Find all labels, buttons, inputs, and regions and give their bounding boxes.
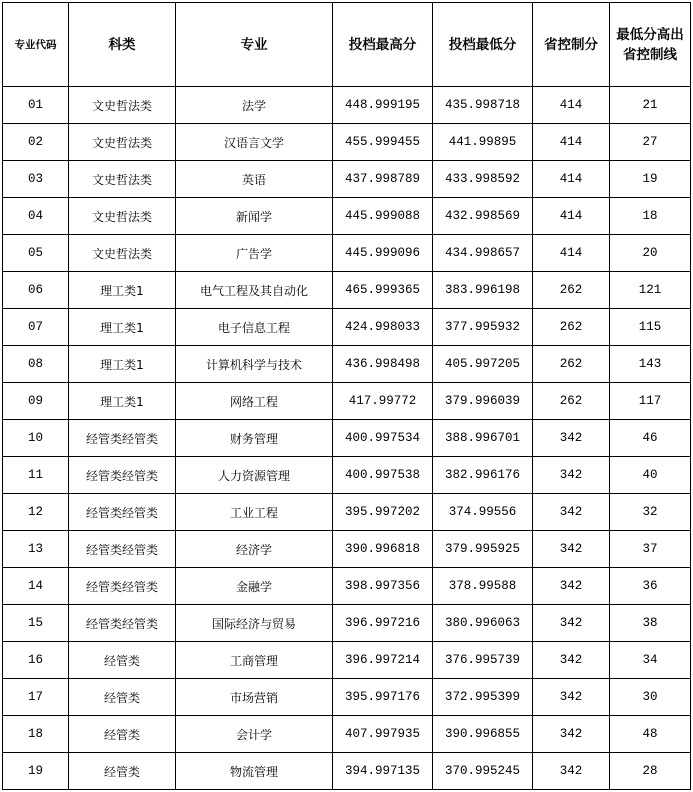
header-row [3, 3, 691, 87]
cell-max-score: 400.997538 [333, 457, 433, 494]
cell-category: 文史哲法类 [69, 124, 176, 161]
cell-above-line: 19 [610, 161, 691, 198]
header-above-line: 最低分高出省控制线 [610, 3, 691, 87]
cell-provincial-line: 342 [533, 605, 610, 642]
cell-min-score: 374.99556 [433, 494, 533, 531]
cell-max-score: 437.998789 [333, 161, 433, 198]
cell-category: 文史哲法类 [69, 198, 176, 235]
cell-above-line: 27 [610, 124, 691, 161]
cell-above-line: 28 [610, 753, 691, 790]
cell-max-score: 395.997202 [333, 494, 433, 531]
cell-major: 网络工程 [176, 383, 333, 420]
table-row [3, 642, 691, 679]
cell-major-code: 16 [3, 642, 69, 679]
cell-provincial-line: 342 [533, 494, 610, 531]
cell-min-score: 435.998718 [433, 87, 533, 124]
cell-category: 理工类1 [69, 383, 176, 420]
cell-major-code: 05 [3, 235, 69, 272]
cell-min-score: 433.998592 [433, 161, 533, 198]
cell-major: 会计学 [176, 716, 333, 753]
cell-major: 电气工程及其自动化 [176, 272, 333, 309]
cell-category: 文史哲法类 [69, 87, 176, 124]
cell-major: 新闻学 [176, 198, 333, 235]
table-row [3, 753, 691, 790]
cell-major-code: 06 [3, 272, 69, 309]
cell-category: 理工类1 [69, 346, 176, 383]
cell-above-line: 36 [610, 568, 691, 605]
cell-major-code: 11 [3, 457, 69, 494]
cell-category: 经管类经管类 [69, 457, 176, 494]
cell-major: 法学 [176, 87, 333, 124]
cell-above-line: 21 [610, 87, 691, 124]
table-row [3, 716, 691, 753]
cell-max-score: 395.997176 [333, 679, 433, 716]
cell-category: 经管类 [69, 716, 176, 753]
table-row [3, 346, 691, 383]
cell-above-line: 20 [610, 235, 691, 272]
cell-above-line: 34 [610, 642, 691, 679]
cell-min-score: 377.995932 [433, 309, 533, 346]
cell-major: 市场营销 [176, 679, 333, 716]
table-row [3, 605, 691, 642]
cell-max-score: 417.99772 [333, 383, 433, 420]
cell-provincial-line: 342 [533, 679, 610, 716]
cell-major-code: 12 [3, 494, 69, 531]
cell-major-code: 07 [3, 309, 69, 346]
table-row [3, 420, 691, 457]
cell-provincial-line: 342 [533, 420, 610, 457]
cell-major: 国际经济与贸易 [176, 605, 333, 642]
cell-major: 电子信息工程 [176, 309, 333, 346]
header-major-code: 专业代码 [3, 3, 69, 87]
cell-max-score: 400.997534 [333, 420, 433, 457]
cell-major-code: 10 [3, 420, 69, 457]
cell-provincial-line: 342 [533, 716, 610, 753]
cell-provincial-line: 414 [533, 198, 610, 235]
cell-major: 工商管理 [176, 642, 333, 679]
cell-major-code: 15 [3, 605, 69, 642]
cell-max-score: 396.997214 [333, 642, 433, 679]
cell-min-score: 390.996855 [433, 716, 533, 753]
cell-major: 英语 [176, 161, 333, 198]
cell-above-line: 143 [610, 346, 691, 383]
cell-provincial-line: 414 [533, 161, 610, 198]
cell-major-code: 08 [3, 346, 69, 383]
cell-major: 财务管理 [176, 420, 333, 457]
cell-major: 物流管理 [176, 753, 333, 790]
table-row [3, 679, 691, 716]
cell-max-score: 445.999096 [333, 235, 433, 272]
cell-above-line: 38 [610, 605, 691, 642]
cell-provincial-line: 262 [533, 346, 610, 383]
cell-min-score: 370.995245 [433, 753, 533, 790]
header-major: 专业 [176, 3, 333, 87]
cell-above-line: 37 [610, 531, 691, 568]
cell-major-code: 19 [3, 753, 69, 790]
cell-above-line: 30 [610, 679, 691, 716]
cell-provincial-line: 414 [533, 124, 610, 161]
cell-major-code: 01 [3, 87, 69, 124]
cell-major-code: 17 [3, 679, 69, 716]
table-row [3, 309, 691, 346]
table-row [3, 198, 691, 235]
cell-above-line: 40 [610, 457, 691, 494]
cell-provincial-line: 262 [533, 383, 610, 420]
cell-min-score: 372.995399 [433, 679, 533, 716]
cell-major: 工业工程 [176, 494, 333, 531]
table-row [3, 531, 691, 568]
cell-provincial-line: 342 [533, 753, 610, 790]
table-body [3, 87, 691, 790]
cell-min-score: 379.996039 [433, 383, 533, 420]
cell-above-line: 117 [610, 383, 691, 420]
cell-min-score: 405.997205 [433, 346, 533, 383]
cell-major-code: 18 [3, 716, 69, 753]
cell-max-score: 448.999195 [333, 87, 433, 124]
cell-provincial-line: 342 [533, 457, 610, 494]
cell-min-score: 383.996198 [433, 272, 533, 309]
cell-provincial-line: 342 [533, 531, 610, 568]
cell-major-code: 09 [3, 383, 69, 420]
cell-above-line: 18 [610, 198, 691, 235]
cell-category: 经管类 [69, 642, 176, 679]
table-row [3, 568, 691, 605]
cell-min-score: 378.99588 [433, 568, 533, 605]
cell-above-line: 121 [610, 272, 691, 309]
cell-max-score: 455.999455 [333, 124, 433, 161]
cell-provincial-line: 262 [533, 272, 610, 309]
cell-provincial-line: 414 [533, 87, 610, 124]
cell-above-line: 46 [610, 420, 691, 457]
table-row [3, 383, 691, 420]
cell-category: 经管类经管类 [69, 494, 176, 531]
cell-min-score: 441.99895 [433, 124, 533, 161]
table-row [3, 272, 691, 309]
cell-min-score: 380.996063 [433, 605, 533, 642]
cell-min-score: 379.995925 [433, 531, 533, 568]
cell-major-code: 13 [3, 531, 69, 568]
cell-above-line: 115 [610, 309, 691, 346]
cell-major: 金融学 [176, 568, 333, 605]
admission-scores-table [2, 2, 691, 790]
cell-major: 广告学 [176, 235, 333, 272]
cell-min-score: 388.996701 [433, 420, 533, 457]
cell-category: 理工类1 [69, 309, 176, 346]
cell-major-code: 02 [3, 124, 69, 161]
cell-category: 经管类经管类 [69, 420, 176, 457]
cell-max-score: 407.997935 [333, 716, 433, 753]
table-row [3, 161, 691, 198]
cell-category: 理工类1 [69, 272, 176, 309]
cell-provincial-line: 262 [533, 309, 610, 346]
table-row [3, 494, 691, 531]
cell-provincial-line: 342 [533, 568, 610, 605]
cell-category: 经管类 [69, 753, 176, 790]
header-provincial-line: 省控制分 [533, 3, 610, 87]
cell-major: 计算机科学与技术 [176, 346, 333, 383]
cell-provincial-line: 342 [533, 642, 610, 679]
cell-max-score: 436.998498 [333, 346, 433, 383]
cell-major-code: 14 [3, 568, 69, 605]
cell-max-score: 465.999365 [333, 272, 433, 309]
cell-major-code: 04 [3, 198, 69, 235]
cell-major-code: 03 [3, 161, 69, 198]
cell-provincial-line: 414 [533, 235, 610, 272]
cell-major: 经济学 [176, 531, 333, 568]
cell-max-score: 394.997135 [333, 753, 433, 790]
cell-above-line: 48 [610, 716, 691, 753]
cell-min-score: 376.995739 [433, 642, 533, 679]
table-row [3, 457, 691, 494]
cell-min-score: 434.998657 [433, 235, 533, 272]
cell-max-score: 445.999088 [333, 198, 433, 235]
cell-category: 经管类经管类 [69, 605, 176, 642]
cell-category: 经管类经管类 [69, 568, 176, 605]
cell-max-score: 396.997216 [333, 605, 433, 642]
cell-max-score: 398.997356 [333, 568, 433, 605]
cell-category: 文史哲法类 [69, 235, 176, 272]
cell-major: 汉语言文学 [176, 124, 333, 161]
table-row [3, 87, 691, 124]
cell-min-score: 432.998569 [433, 198, 533, 235]
cell-max-score: 424.998033 [333, 309, 433, 346]
cell-max-score: 390.996818 [333, 531, 433, 568]
header-max-score: 投档最高分 [333, 3, 433, 87]
cell-min-score: 382.996176 [433, 457, 533, 494]
header-category: 科类 [69, 3, 176, 87]
cell-above-line: 32 [610, 494, 691, 531]
header-min-score: 投档最低分 [433, 3, 533, 87]
cell-category: 经管类经管类 [69, 531, 176, 568]
table-row [3, 124, 691, 161]
cell-category: 经管类 [69, 679, 176, 716]
table-header [3, 3, 691, 87]
cell-category: 文史哲法类 [69, 161, 176, 198]
cell-major: 人力资源管理 [176, 457, 333, 494]
table-row [3, 235, 691, 272]
